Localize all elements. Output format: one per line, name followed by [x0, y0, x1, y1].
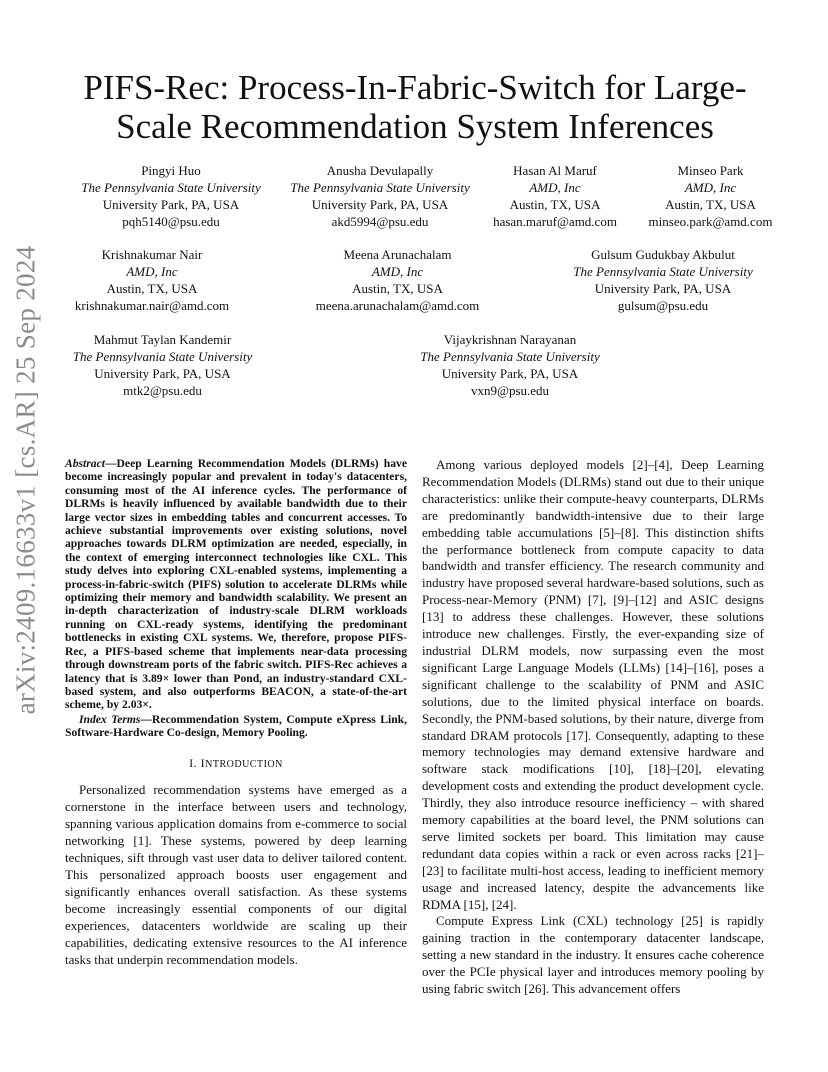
- author-email[interactable]: akd5994@psu.edu: [331, 214, 429, 229]
- author-location: University Park, PA, USA: [594, 281, 732, 296]
- author-name: Gulsum Gudukbay Akbulut: [591, 247, 735, 262]
- index-terms-text: —Recommendation System, Compute eXpress Link, Software-Hardware Co-design, Memory Pooling.: [65, 712, 408, 740]
- body-paragraph: Among various deployed models [2]–[4], Deep Learning Recommendation Models (DLRMs) stand out due to their unique characteristics: unlike their compute-heavy counterparts, DLRMs are predominantly bandwidth-intensive due to their large embedding table accumulations [5]–[8]. This distinction shifts the performance bottleneck from compute capacity to data bandwidth and transfer efficiency. The research community and industry have proposed several hardware-based solutions, such as Process-near-Memory (PNM) [7], [9]–[12] and ASIC designs [13] to address these challenges. However, these solutions introduce new challenges. Firstly, the ever-expanding size of industrial DLRM models, now surpassing even the most significant Large Language Models (LLMs) [14]–[16], poses a significant challenge to the scalability of PNM and ASIC solutions, due to the limited physical interface on boards. Secondly, the PNM-based solutions, by their nature, diverge from standard DRAM protocols [17]. Consequently, adapting to these memory technologies may demand extensive hardware and software stack modifications [10], [18]–[20], elevating development costs and extending the product development cycle. Thirdly, they also introduce resource inefficiency – with shared memory capabilities at the board level, the PNM solutions can serve limited sockets per board. This limitation may cause redundant data copies within a rack or even across racks [21]–[23] to facilitate multi-host access, leading to inefficient memory usage and increased latency, despite the advancements like RDMA [15], [24].: [422, 457, 764, 912]
- author-email[interactable]: gulsum@psu.edu: [617, 298, 709, 313]
- author-block: [558, 246, 768, 314]
- author-affiliation: AMD, Inc: [684, 180, 737, 195]
- author-location: University Park, PA, USA: [441, 366, 579, 381]
- author-email[interactable]: hasan.maruf@amd.com: [493, 214, 617, 229]
- section-heading: [65, 755, 407, 774]
- left-column: [65, 457, 407, 968]
- author-affiliation: The Pennsylvania State University: [420, 349, 600, 364]
- abstract-text: —Deep Learning Recommendation Models (DLRMs) have become increasingly popular and prevalent in today's datacenters, consuming most of the AI inference cycles. The performance of DLRMs is heavily influenced by available bandwidth due to their large vector sizes in embedding tables and concurrent accesses. To achieve substantial improvements over existing solutions, novel approaches towards DLRM optimization are needed, especially, in the context of emerging interconnect technologies like CXL. This study delves into exploring CXL-enabled systems, implementing a process-in-fabric-switch (PIFS) solution to accelerate DLRMs while optimizing their memory and bandwidth scalability. We present an in-depth characterization of industry-scale DLRM workloads running on CXL-ready systems, identifying the predominant bottlenecks in existing CXL systems. We, therefore, propose PIFS-Rec, a PIFS-based scheme that implements near-data processing through downstream ports of the fabric switch. PIFS-Rec achieves a latency that is 3.89× lower than Pond, an industry-standard CXL-based system, and also outperforms BEACON, a state-of-the-art scheme, by 2.03×.: [65, 457, 407, 712]
- abstract: [65, 457, 407, 712]
- body-paragraph: Compute Express Link (CXL) technology [25] is rapidly gaining traction in the contemporary datacenter landscape, setting a new standard in the industry. It ensures cache coherence over the PCIe physical layer and introduces memory pooling by using fabric switch [26]. This advancement offers: [422, 913, 764, 997]
- author-affiliation: The Pennsylvania State University: [290, 180, 470, 195]
- author-name: Mahmut Taylan Kandemir: [93, 332, 232, 347]
- index-terms: [65, 713, 407, 740]
- author-block: [485, 162, 625, 230]
- right-column: [422, 457, 764, 998]
- author-email[interactable]: mtk2@psu.edu: [123, 383, 202, 398]
- arxiv-identifier[interactable]: arXiv:2409.16633v1 [cs.AR] 25 Sep 2024: [10, 245, 41, 715]
- index-terms-label: Index Terms: [79, 712, 141, 726]
- author-affiliation: The Pennsylvania State University: [81, 180, 261, 195]
- author-location: University Park, PA, USA: [94, 366, 231, 381]
- author-email[interactable]: meena.arunachalam@amd.com: [315, 298, 480, 313]
- author-location: Austin, TX, USA: [665, 197, 756, 212]
- arxiv-sidebar-stamp: [4, 245, 48, 715]
- author-affiliation: The Pennsylvania State University: [72, 349, 253, 364]
- author-email[interactable]: minseo.park@amd.com: [648, 214, 773, 229]
- author-location: University Park, PA, USA: [311, 197, 449, 212]
- author-location: Austin, TX, USA: [106, 281, 198, 296]
- author-block: [400, 331, 620, 399]
- author-location: Austin, TX, USA: [352, 281, 443, 296]
- section-title-rest: NTRODUCTION: [205, 758, 283, 770]
- paper-title: PIFS-Rec: Process-In-Fabric-Switch for Large-Scale Recommendation System Inferences: [83, 68, 747, 146]
- author-email[interactable]: pqh5140@psu.edu: [122, 214, 220, 229]
- author-name: Anusha Devulapally: [326, 163, 434, 178]
- section-initial: I: [200, 755, 206, 770]
- author-name: Meena Arunachalam: [343, 247, 452, 262]
- author-block: [295, 246, 500, 314]
- author-affiliation: AMD, Inc: [371, 264, 424, 279]
- author-name: Vijaykrishnan Narayanan: [443, 332, 577, 347]
- author-email[interactable]: vxn9@psu.edu: [470, 383, 550, 398]
- intro-paragraph: Personalized recommendation systems have emerged as a cornerstone in the interface between users and technology, spanning various application domains from e-commerce to social networking [1]. These systems, powered by deep learning techniques, sift through vast user data to deliver tailored content. This personalized approach boosts user engagement and significantly enhances overall satisfaction. As these systems become increasingly essential components of our digital experiences, datacenters worldwide are scaling up their capabilities, dedicating extensive resources to the AI inference tasks that underpin recommendation models.: [65, 782, 407, 967]
- author-affiliation: AMD, Inc: [126, 264, 178, 279]
- abstract-label: Abstract: [65, 457, 105, 470]
- author-block: [628, 162, 793, 230]
- author-block: [52, 246, 252, 314]
- author-email[interactable]: krishnakumar.nair@amd.com: [74, 298, 230, 313]
- author-name: Minseo Park: [677, 163, 744, 178]
- author-affiliation: The Pennsylvania State University: [573, 264, 753, 279]
- section-number: I.: [189, 755, 201, 770]
- author-affiliation: AMD, Inc: [529, 180, 581, 195]
- author-location: University Park, PA, USA: [102, 197, 240, 212]
- author-block: [280, 162, 480, 230]
- author-name: Pingyi Huo: [141, 163, 201, 178]
- author-block: [55, 331, 270, 399]
- author-name: Krishnakumar Nair: [101, 247, 203, 262]
- author-location: Austin, TX, USA: [509, 197, 601, 212]
- author-name: Hasan Al Maruf: [513, 163, 597, 178]
- author-block: [62, 162, 280, 230]
